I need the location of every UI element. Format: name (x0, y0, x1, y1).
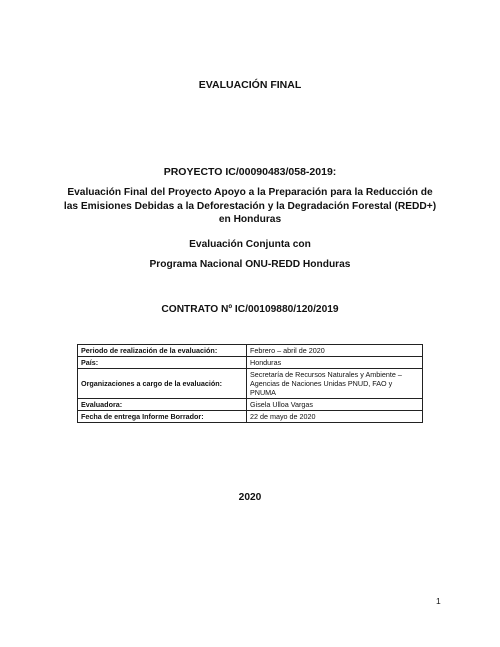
joint-evaluation-heading: Evaluación Conjunta con (189, 239, 311, 250)
row-value-period: Febrero – abril de 2020 (247, 345, 423, 357)
page-number: 1 (436, 596, 441, 606)
table-row (78, 411, 423, 423)
table-row (78, 345, 423, 357)
row-value-country: Honduras (247, 357, 423, 369)
project-description: Evaluación Final del Proyecto Apoyo a la Preparación para la Reducción de las Emisiones Debidas a la Deforestación y la Degradación Forestal (REDD+) en Honduras (63, 187, 437, 226)
evaluation-info-table (77, 344, 423, 423)
row-value-organizations: Secretaría de Recursos Naturales y Ambiente – Agencias de Naciones Unidas PNUD, FAO y PNUMA (247, 369, 423, 399)
table-row (78, 369, 423, 399)
table-row (78, 357, 423, 369)
row-label-country: País: (78, 357, 247, 369)
row-label-period: Periodo de realización de la evaluación: (78, 345, 247, 357)
row-label-organizations: Organizaciones a cargo de la evaluación: (78, 369, 247, 399)
document-year: 2020 (238, 492, 262, 503)
row-value-evaluator: Gisela Ulloa Vargas (247, 399, 423, 411)
project-code: PROYECTO IC/00090483/058-2019: (163, 166, 337, 178)
contract-number: CONTRATO Nº IC/00109880/120/2019 (161, 304, 339, 315)
program-name: Programa Nacional ONU-REDD Honduras (149, 259, 351, 270)
row-label-evaluator: Evaluadora: (78, 399, 247, 411)
row-value-draft-date: 22 de mayo de 2020 (247, 411, 423, 423)
table-row (78, 399, 423, 411)
row-label-draft-date: Fecha de entrega Informe Borrador: (78, 411, 247, 423)
document-title: EVALUACIÓN FINAL (198, 79, 302, 91)
